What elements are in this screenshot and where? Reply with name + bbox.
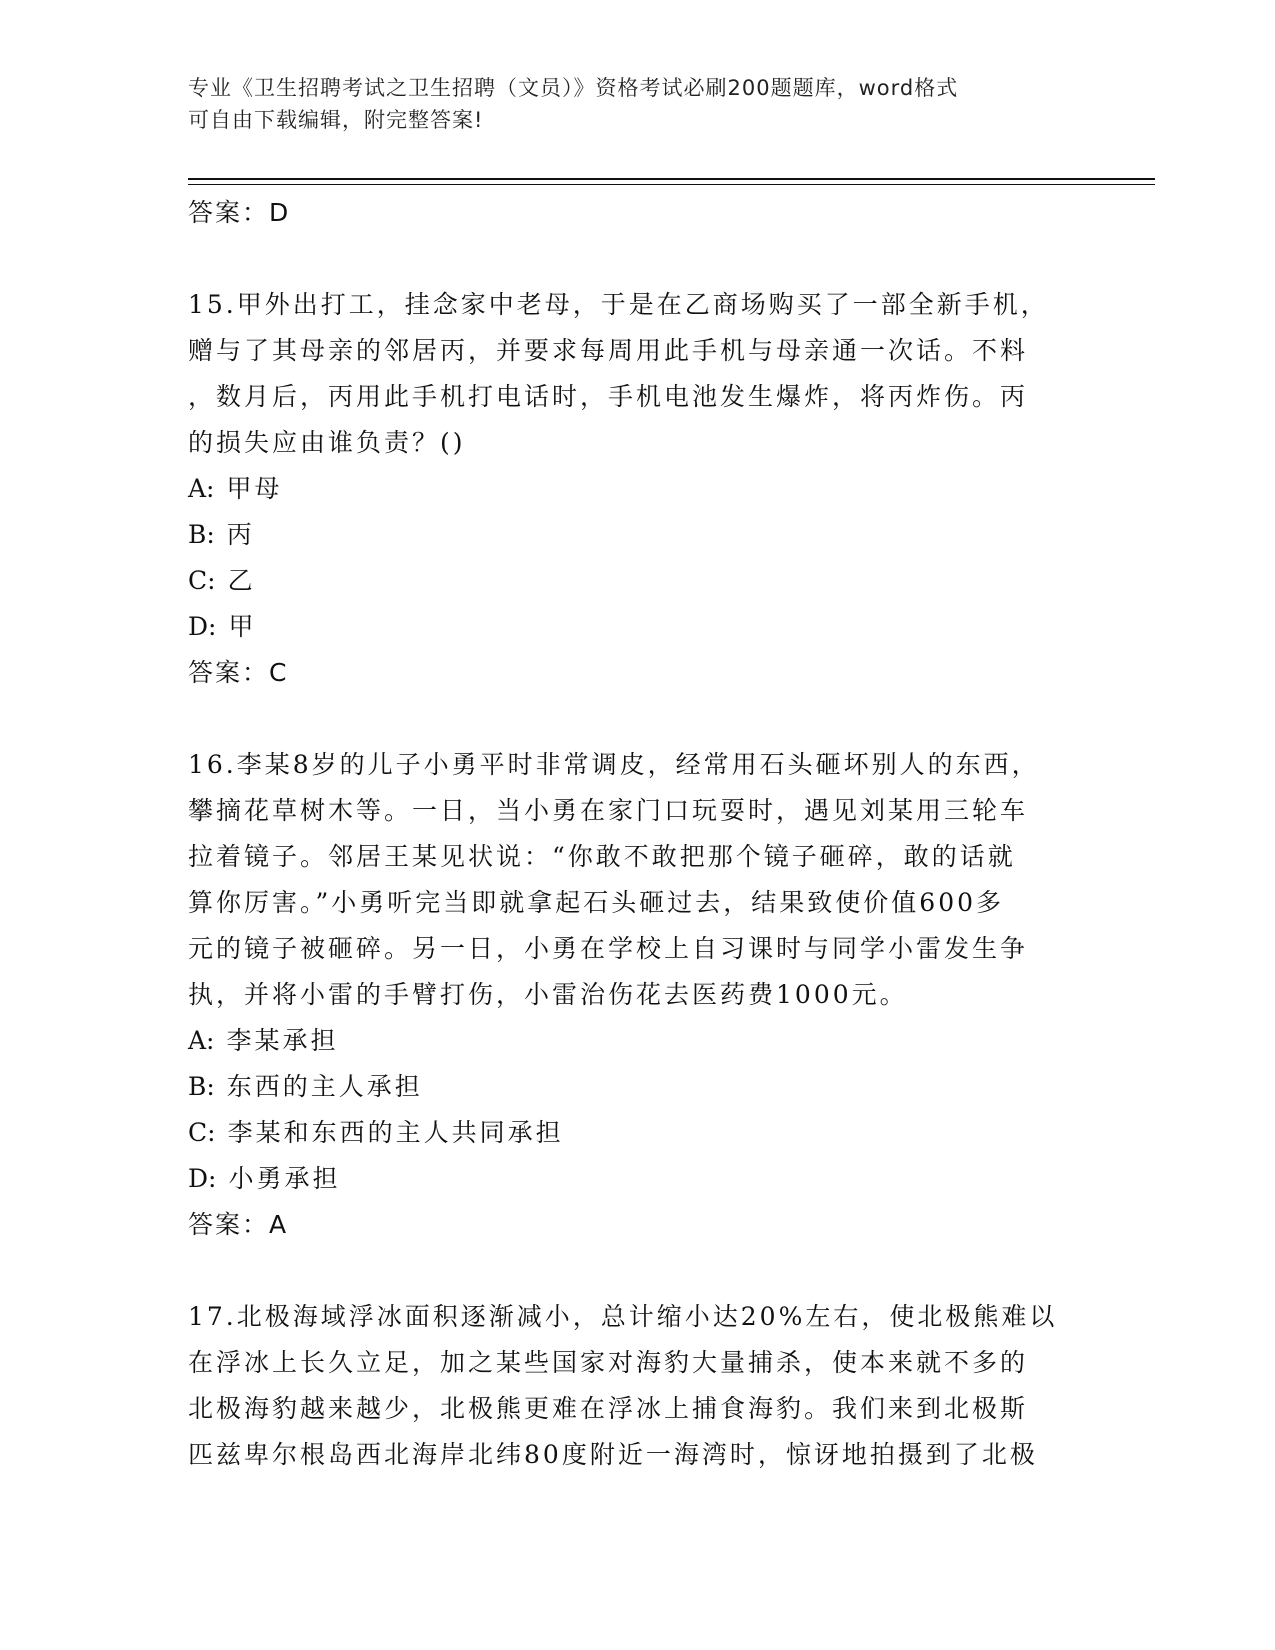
- option-c: [188, 558, 1088, 604]
- question-text-line: 执，并将小雷的手臂打伤，小雷治伤花去医药费1000元。: [188, 980, 908, 1009]
- option-label: B:: [188, 520, 215, 549]
- question-text-line: ，数月后，丙用此手机打电话时，手机电池发生爆炸，将丙炸伤。丙: [188, 382, 1029, 411]
- option-label: D:: [188, 612, 217, 641]
- question-16: [188, 742, 1088, 1018]
- option-c: [188, 1110, 1088, 1156]
- question-17: [188, 1294, 1088, 1478]
- answer-line: 答案：D: [188, 198, 291, 227]
- document-body: [188, 190, 1088, 1478]
- option-label: B:: [188, 1072, 215, 1101]
- option-label: C:: [188, 566, 216, 595]
- question-text-line: 攀摘花草树木等。一日，当小勇在家门口玩耍时，遇见刘某用三轮车: [188, 796, 1029, 825]
- option-text: 甲母: [226, 474, 283, 503]
- option-label: C:: [188, 1118, 216, 1147]
- option-label: D:: [188, 1164, 217, 1193]
- option-label: A:: [188, 474, 215, 503]
- question-text-line: 拉着镜子。邻居王某见状说：“你敢不敢把那个镜子砸碎，敢的话就: [188, 842, 1016, 871]
- question-15: [188, 282, 1088, 466]
- option-text: 李某和东西的主人共同承担: [227, 1118, 564, 1147]
- option-text: 甲: [228, 612, 257, 641]
- question-text-line: 赠与了其母亲的邻居丙，并要求每周用此手机与母亲通一次话。不料: [188, 336, 1029, 365]
- option-a: [188, 466, 1088, 512]
- question-text-line: 在浮冰上长久立足，加之某些国家对海豹大量捕杀，使本来就不多的: [188, 1348, 1029, 1377]
- option-text: 乙: [227, 566, 256, 595]
- option-b: [188, 1064, 1088, 1110]
- question-text-line: 的损失应由谁负责？(): [188, 428, 466, 457]
- header-rule-thick: [188, 178, 1155, 180]
- option-text: 东西的主人承担: [226, 1072, 423, 1101]
- question-text-line: 北极海豹越来越少，北极熊更难在浮冰上捕食海豹。我们来到北极斯: [188, 1394, 1029, 1423]
- question-text-line: 算你厉害。”小勇听完当即就拿起石头砸过去，结果致使价值600多: [188, 888, 1005, 917]
- option-b: [188, 512, 1088, 558]
- answer-line: 答案：C: [188, 658, 289, 687]
- option-label: A:: [188, 1026, 215, 1055]
- question-text-line: 16.李某8岁的儿子小勇平时非常调皮，经常用石头砸坏别人的东西，: [188, 750, 1040, 779]
- option-text: 小勇承担: [228, 1164, 341, 1193]
- header-rule-thin: [188, 184, 1155, 185]
- option-d: [188, 604, 1088, 650]
- option-text: 李某承担: [226, 1026, 339, 1055]
- option-text: 丙: [226, 520, 255, 549]
- option-a: [188, 1018, 1088, 1064]
- header-line-2: 可自由下载编辑，附完整答案!: [188, 108, 484, 132]
- document-header: [188, 72, 1088, 136]
- question-text-line: 元的镜子被砸碎。另一日，小勇在学校上自习课时与同学小雷发生争: [188, 934, 1029, 963]
- answer-line: 答案：A: [188, 1210, 289, 1239]
- header-line-1: 专业《卫生招聘考试之卫生招聘（文员）》资格考试必刷200题题库，word格式: [188, 76, 959, 100]
- question-text-line: 17.北极海域浮冰面积逐渐减小，总计缩小达20%左右，使北极熊难以: [188, 1302, 1058, 1331]
- question-text-line: 15.甲外出打工，挂念家中老母，于是在乙商场购买了一部全新手机，: [188, 290, 1049, 319]
- option-d: [188, 1156, 1088, 1202]
- question-text-line: 匹兹卑尔根岛西北海岸北纬80度附近一海湾时，惊讶地拍摄到了北极: [188, 1440, 1038, 1469]
